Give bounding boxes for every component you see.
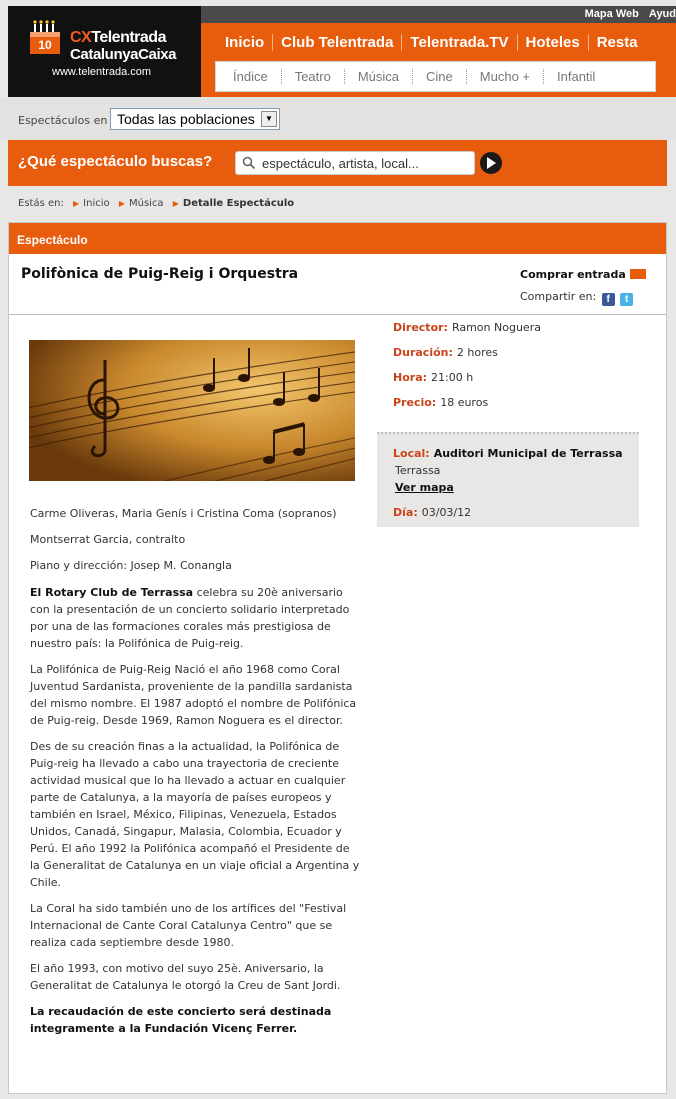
breadcrumb-item-inicio[interactable]: Inicio	[83, 198, 110, 209]
subnav-infantil[interactable]: Infantil	[543, 69, 608, 84]
utility-bar	[201, 6, 676, 23]
site-map-link[interactable]: Mapa Web	[584, 8, 639, 20]
logo-brand-line1: CXTelentrada	[70, 29, 166, 46]
venue-city: Terrassa	[395, 464, 441, 477]
venue-box	[377, 432, 639, 527]
city-filter-bar	[0, 98, 676, 140]
search-question: ¿Qué espectáculo buscas?	[18, 153, 213, 170]
logo-brand-line2: CatalunyaCaixa	[70, 46, 177, 63]
detail-director: Director: Ramon Noguera	[393, 321, 541, 334]
search-submit-button[interactable]	[480, 152, 502, 174]
chevron-down-icon[interactable]: ▼	[261, 111, 277, 127]
view-map-link[interactable]: Ver mapa	[395, 481, 454, 494]
subnav-indice[interactable]: Índice	[233, 69, 268, 84]
sheet-music-image	[29, 340, 355, 481]
panel-heading: Espectáculo	[9, 223, 666, 254]
main-navigation	[201, 23, 676, 97]
search-placeholder: espectáculo, artista, local...	[262, 156, 419, 171]
divider	[9, 314, 666, 315]
breadcrumb-arrow-icon: ▶	[73, 199, 80, 208]
description-paragraph	[30, 1003, 360, 1037]
city-filter-label: Espectáculos en	[18, 114, 108, 127]
logo-site-url: www.telentrada.com	[52, 66, 152, 78]
share-label: Compartir en:	[520, 290, 597, 303]
event-panel	[8, 222, 667, 1094]
breadcrumb-arrow-icon: ▶	[172, 199, 179, 208]
rotary-club-name: El Rotary Club de Terrassa	[30, 586, 194, 599]
birthday-cake-icon	[26, 18, 64, 56]
breadcrumb	[18, 198, 294, 209]
description-paragraph: La Polifónica de Puig-Reig Nació el año 1968 como Coral Juventud Sardanista, proveniente de la pandilla sardanista del mismo nombre. El 1987 adoptó el nombre de Polifónica de Puig-reig. Desde 1969, Ramon Noguera es el director.	[30, 663, 357, 727]
subnav-teatro[interactable]: Teatro	[281, 69, 344, 84]
date-row: Día: 03/03/12	[393, 506, 472, 519]
nav-tab-club-telentrada[interactable]: Club Telentrada	[272, 34, 401, 51]
venue-row: Local: Auditori Municipal de Terrassa	[393, 447, 623, 460]
event-details	[393, 321, 643, 421]
logo-badge: 10	[38, 38, 52, 52]
breadcrumb-label: Estás en:	[18, 198, 64, 209]
search-input[interactable]	[235, 151, 475, 175]
description-paragraph: El año 1993, con motivo del suyo 25è. Aniversario, la Generalitat de Catalunya le otorgó la Creu de Sant Jordi.	[30, 962, 341, 992]
site-logo[interactable]	[8, 6, 201, 97]
ticket-icon	[630, 269, 646, 279]
description-paragraph: La Coral ha sido también uno de los artífices del "Festival Internacional de Cante Coral Catalunya Centro" que se realiza cada septiembre desde 1980.	[30, 902, 347, 949]
search-bar	[8, 140, 667, 186]
breadcrumb-item-musica[interactable]: Música	[128, 198, 164, 209]
detail-duration: Duración: 2 hores	[393, 346, 498, 359]
description-paragraph: Des de su creación finas a la actualidad, la Polifónica de Puig-reig ha llevado a cabo una trayectoria de creciente actividad musical que lo ha llevado a actuar en cualquier parte de Catalunya, a la mayoría de países europeos y también en Israel, México, Filipinas, Venezuela, Estados Unidos, Canadá, Singapur, Malasia, Colombia, Ecuador y Perú. El año 1992 la Polifónica acompañó el Presidente de la Generalitat de Catalunya en un viaje oficial a Argentina y Chile.	[30, 740, 360, 889]
twitter-icon[interactable]: t	[620, 293, 633, 306]
city-select[interactable]	[110, 108, 280, 130]
description-paragraph: Carme Oliveras, Maria Genís i Cristina Coma (sopranos)	[30, 507, 337, 520]
venue-name: Auditori Municipal de Terrassa	[433, 447, 623, 460]
search-icon	[242, 156, 256, 170]
event-description	[30, 505, 360, 1046]
event-date: 03/03/12	[421, 506, 472, 519]
nav-tab-inicio[interactable]: Inicio	[225, 34, 265, 51]
help-link[interactable]: Ayud	[648, 8, 676, 20]
sub-navigation	[215, 61, 656, 92]
subnav-cine[interactable]: Cine	[412, 69, 466, 84]
breadcrumb-arrow-icon: ▶	[118, 199, 125, 208]
event-title: Polifònica de Puig-Reig i Orquestra	[21, 266, 299, 282]
donation-note: La recaudación de este concierto será destinada integramente a la Fundación Vicenç Ferrer.	[30, 1005, 332, 1035]
description-paragraph: El Rotary Club de Terrassa celebra su 20è aniversario con la presentación de un concierto solidario interpretado por una de las formaciones corales más prestigiosa de nuestro país: la Polifónica de Puig-reig.	[30, 586, 350, 650]
arrow-right-icon	[486, 157, 496, 169]
city-select-value: Todas las poblaciones	[117, 111, 255, 127]
nav-tab-telentrada-tv[interactable]: Telentrada.TV	[401, 34, 516, 51]
description-paragraph: Montserrat Garcia, contralto	[30, 533, 186, 546]
buy-ticket-label: Comprar entrada	[520, 268, 626, 281]
subnav-mucho-mas[interactable]: Mucho +	[466, 69, 543, 84]
nav-tab-hoteles[interactable]: Hoteles	[517, 34, 588, 51]
description-paragraph: Piano y dirección: Josep M. Conangla	[30, 559, 232, 572]
nav-tab-restaurantes[interactable]: Resta	[588, 34, 646, 51]
detail-price: Precio: 18 euros	[393, 396, 489, 409]
buy-ticket-link[interactable]	[520, 268, 646, 281]
breadcrumb-item-current: Detalle Espectáculo	[182, 198, 295, 209]
facebook-icon[interactable]: f	[602, 293, 615, 306]
subnav-musica[interactable]: Música	[344, 69, 412, 84]
detail-time: Hora: 21:00 h	[393, 371, 474, 384]
site-header	[0, 0, 676, 98]
share-row	[520, 290, 633, 306]
